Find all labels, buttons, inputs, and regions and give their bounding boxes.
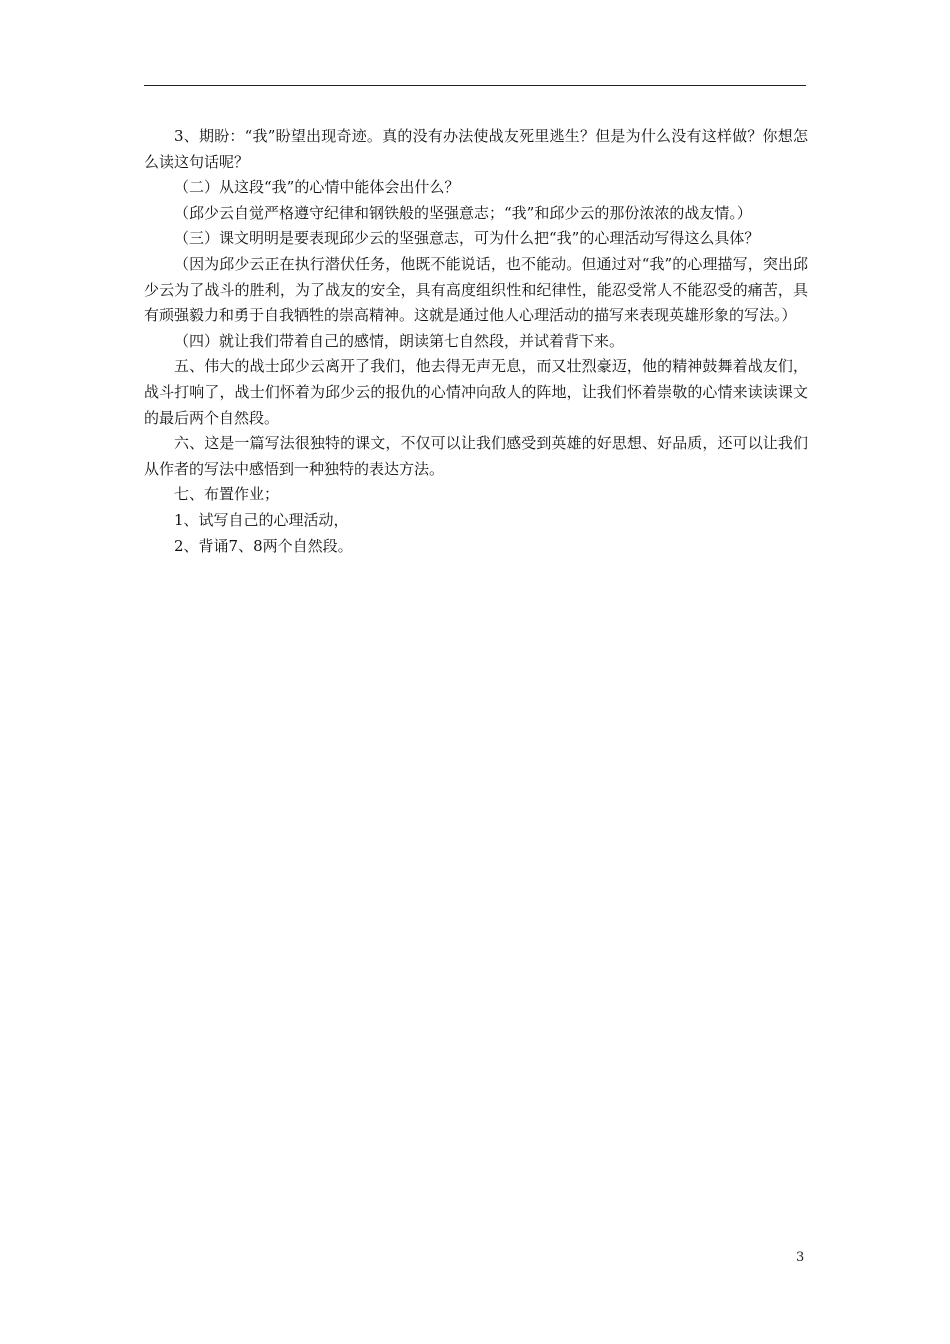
paragraph-homework-item-2: 2、背诵7、8两个自然段。 bbox=[174, 536, 353, 555]
paragraph-section-3-question: （三）课文明明是要表现邱少云的坚强意志，可为什么把“我”的心理活动写得这么具体？ bbox=[174, 229, 760, 248]
paragraph-section-2-question: （二）从这段“我”的心情中能体会出什么？ bbox=[174, 178, 460, 197]
page-number: 3 bbox=[796, 1250, 805, 1265]
paragraph-section-3-answer: （因为邱少云正在执行潜伏任务，他既不能说话，也不能动。但通过对“我”的心理描写，突出邱少云为了战斗的胜利，为了战友的安全，具有高度组织性和纪律性，能忍受常人不能忍受的痛苦，具有顽强毅力和勇于自我牺牲的崇高精神。这就是通过他人心理活动的描写来表现英雄形象的写法。） bbox=[144, 254, 808, 325]
paragraph-question-3-hope: 3、期盼：“我”盼望出现奇迹。真的没有办法使战友死里逃生？但是为什么没有这样做？你想怎么读这句话呢？ bbox=[144, 127, 808, 171]
paragraph-part-5: 五、伟大的战士邱少云离开了我们，他去得无声无息，而又壮烈豪迈，他的精神鼓舞着战友们，战斗打响了，战士们怀着为邱少云的报仇的心情冲向敌人的阵地，让我们怀着崇敬的心情来读读课文的最后两个自然段。 bbox=[144, 357, 808, 427]
paragraph-homework-item-1: 1、试写自己的心理活动， bbox=[174, 510, 349, 529]
paragraph-section-2-answer: （邱少云自觉严格遵守纪律和钢铁般的坚强意志；“我”和邱少云的那份浓浓的战友情。） bbox=[174, 203, 752, 222]
paragraph-part-6: 六、这是一篇写法很独特的课文，不仅可以让我们感受到英雄的好思想、好品质，还可以让我们从作者的写法中感悟到一种独特的表达方法。 bbox=[144, 434, 808, 478]
paragraph-part-7-homework: 七、布置作业； bbox=[174, 485, 280, 504]
document-body bbox=[144, 124, 808, 559]
paragraph-section-4: （四）就让我们带着自己的感情，朗读第七自然段，并试着背下来。 bbox=[174, 331, 625, 350]
header-rule bbox=[144, 85, 806, 86]
